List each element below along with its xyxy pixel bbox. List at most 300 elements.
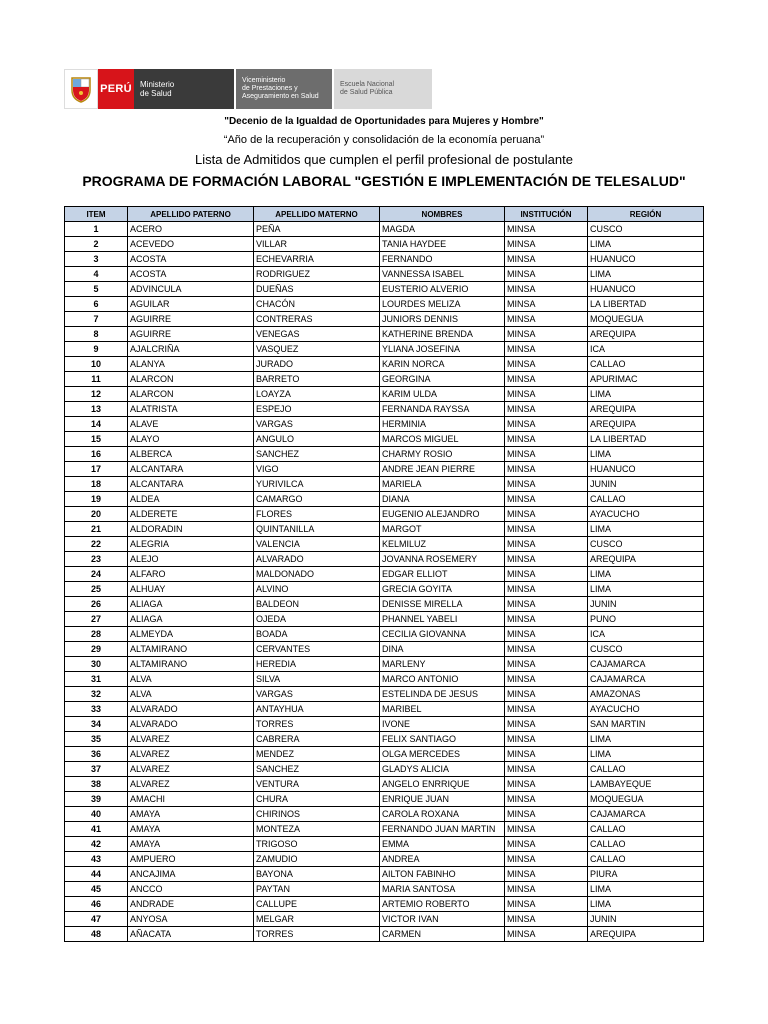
cell-institucion: MINSA bbox=[505, 267, 588, 282]
cell-item: 39 bbox=[65, 792, 128, 807]
table-row bbox=[65, 912, 704, 927]
cell-item: 16 bbox=[65, 447, 128, 462]
cell-institucion: MINSA bbox=[505, 777, 588, 792]
cell-institucion: MINSA bbox=[505, 897, 588, 912]
cell-institucion: MINSA bbox=[505, 837, 588, 852]
table-row bbox=[65, 387, 704, 402]
cell-nombres: LOURDES MELIZA bbox=[380, 297, 505, 312]
table-row bbox=[65, 267, 704, 282]
cell-nombres: ARTEMIO ROBERTO bbox=[380, 897, 505, 912]
cell-region: CUSCO bbox=[588, 642, 704, 657]
table-row bbox=[65, 432, 704, 447]
cell-nombres: CHARMY ROSIO bbox=[380, 447, 505, 462]
cell-region: CAJAMARCA bbox=[588, 672, 704, 687]
cell-item: 22 bbox=[65, 537, 128, 552]
cell-item: 37 bbox=[65, 762, 128, 777]
cell-apellido-materno: SANCHEZ bbox=[254, 762, 380, 777]
escuela-logo bbox=[334, 69, 432, 109]
cell-item: 43 bbox=[65, 852, 128, 867]
cell-apellido-materno: RODRIGUEZ bbox=[254, 267, 380, 282]
cell-region: AMAZONAS bbox=[588, 687, 704, 702]
table-row bbox=[65, 237, 704, 252]
cell-nombres: MARCO ANTONIO bbox=[380, 672, 505, 687]
cell-institucion: MINSA bbox=[505, 252, 588, 267]
cell-nombres: JOVANNA ROSEMERY bbox=[380, 552, 505, 567]
cell-region: LA LIBERTAD bbox=[588, 432, 704, 447]
cell-institucion: MINSA bbox=[505, 852, 588, 867]
cell-institucion: MINSA bbox=[505, 867, 588, 882]
cell-item: 1 bbox=[65, 222, 128, 237]
table-row bbox=[65, 402, 704, 417]
table-row bbox=[65, 372, 704, 387]
cell-item: 35 bbox=[65, 732, 128, 747]
cell-item: 24 bbox=[65, 567, 128, 582]
cell-apellido-materno: PAYTAN bbox=[254, 882, 380, 897]
cell-apellido-materno: PEÑA bbox=[254, 222, 380, 237]
table-row bbox=[65, 732, 704, 747]
anio-line: “Año de la recuperación y consolidación de la economía peruana” bbox=[223, 134, 545, 146]
table-row bbox=[65, 597, 704, 612]
cell-institucion: MINSA bbox=[505, 297, 588, 312]
cell-region: AREQUIPA bbox=[588, 402, 704, 417]
cell-institucion: MINSA bbox=[505, 552, 588, 567]
table-header-row bbox=[65, 207, 704, 222]
cell-apellido-materno: CHURA bbox=[254, 792, 380, 807]
cell-item: 34 bbox=[65, 717, 128, 732]
cell-apellido-paterno: ALFARO bbox=[128, 567, 254, 582]
cell-item: 38 bbox=[65, 777, 128, 792]
cell-apellido-materno: BALDEON bbox=[254, 597, 380, 612]
cell-apellido-materno: BOADA bbox=[254, 627, 380, 642]
cell-institucion: MINSA bbox=[505, 792, 588, 807]
cell-apellido-paterno: ALVARADO bbox=[128, 702, 254, 717]
cell-apellido-paterno: ALAVE bbox=[128, 417, 254, 432]
column-header-apellido-materno: APELLIDO MATERNO bbox=[254, 207, 380, 222]
table-row bbox=[65, 657, 704, 672]
cell-item: 11 bbox=[65, 372, 128, 387]
cell-nombres: EDGAR ELLIOT bbox=[380, 567, 505, 582]
cell-item: 9 bbox=[65, 342, 128, 357]
cell-institucion: MINSA bbox=[505, 327, 588, 342]
cell-apellido-paterno: ALVAREZ bbox=[128, 732, 254, 747]
cell-item: 20 bbox=[65, 507, 128, 522]
cell-institucion: MINSA bbox=[505, 417, 588, 432]
cell-apellido-materno: CAMARGO bbox=[254, 492, 380, 507]
cell-item: 26 bbox=[65, 597, 128, 612]
table-row bbox=[65, 462, 704, 477]
cell-region: AREQUIPA bbox=[588, 417, 704, 432]
cell-nombres: FERNANDA RAYSSA bbox=[380, 402, 505, 417]
cell-region: LIMA bbox=[588, 522, 704, 537]
table-row bbox=[65, 492, 704, 507]
cell-nombres: GEORGINA bbox=[380, 372, 505, 387]
cell-apellido-paterno: ANCAJIMA bbox=[128, 867, 254, 882]
table-row bbox=[65, 552, 704, 567]
cell-nombres: CAROLA ROXANA bbox=[380, 807, 505, 822]
cell-nombres: ENRIQUE JUAN bbox=[380, 792, 505, 807]
cell-nombres: MARLENY bbox=[380, 657, 505, 672]
cell-institucion: MINSA bbox=[505, 627, 588, 642]
cell-institucion: MINSA bbox=[505, 882, 588, 897]
cell-institucion: MINSA bbox=[505, 732, 588, 747]
cell-institucion: MINSA bbox=[505, 687, 588, 702]
cell-nombres: DIANA bbox=[380, 492, 505, 507]
cell-region: CAJAMARCA bbox=[588, 807, 704, 822]
cell-apellido-paterno: ALEJO bbox=[128, 552, 254, 567]
cell-item: 31 bbox=[65, 672, 128, 687]
table-row bbox=[65, 897, 704, 912]
cell-apellido-paterno: ALVAREZ bbox=[128, 747, 254, 762]
cell-apellido-paterno: ANCCO bbox=[128, 882, 254, 897]
cell-apellido-materno: ESPEJO bbox=[254, 402, 380, 417]
cell-region: JUNIN bbox=[588, 597, 704, 612]
cell-apellido-materno: TORRES bbox=[254, 927, 380, 942]
cell-region: HUANUCO bbox=[588, 462, 704, 477]
table-row bbox=[65, 477, 704, 492]
cell-apellido-materno: QUINTANILLA bbox=[254, 522, 380, 537]
cell-institucion: MINSA bbox=[505, 507, 588, 522]
cell-nombres: DINA bbox=[380, 642, 505, 657]
cell-nombres: MARIA SANTOSA bbox=[380, 882, 505, 897]
cell-region: ICA bbox=[588, 342, 704, 357]
cell-apellido-paterno: ALVAREZ bbox=[128, 762, 254, 777]
table-row bbox=[65, 312, 704, 327]
cell-apellido-materno: JURADO bbox=[254, 357, 380, 372]
ministerio-logo bbox=[134, 69, 234, 109]
cell-institucion: MINSA bbox=[505, 702, 588, 717]
table-row bbox=[65, 582, 704, 597]
cell-apellido-materno: TORRES bbox=[254, 717, 380, 732]
cell-apellido-materno: ANTAYHUA bbox=[254, 702, 380, 717]
cell-region: LIMA bbox=[588, 882, 704, 897]
table-row bbox=[65, 252, 704, 267]
cell-apellido-paterno: ANDRADE bbox=[128, 897, 254, 912]
table-body bbox=[65, 222, 704, 942]
table-row bbox=[65, 882, 704, 897]
cell-apellido-materno: VALENCIA bbox=[254, 537, 380, 552]
table-row bbox=[65, 567, 704, 582]
cell-apellido-paterno: ALHUAY bbox=[128, 582, 254, 597]
cell-item: 5 bbox=[65, 282, 128, 297]
cell-apellido-materno: MELGAR bbox=[254, 912, 380, 927]
cell-item: 8 bbox=[65, 327, 128, 342]
cell-institucion: MINSA bbox=[505, 342, 588, 357]
cell-region: LIMA bbox=[588, 567, 704, 582]
cell-region: PUNO bbox=[588, 612, 704, 627]
table-row bbox=[65, 762, 704, 777]
cell-nombres: ANDREA bbox=[380, 852, 505, 867]
cell-region: HUANUCO bbox=[588, 282, 704, 297]
cell-nombres: ESTELINDA DE JESUS bbox=[380, 687, 505, 702]
cell-apellido-paterno: ALARCON bbox=[128, 372, 254, 387]
cell-item: 47 bbox=[65, 912, 128, 927]
cell-region: JUNIN bbox=[588, 477, 704, 492]
cell-region: MOQUEGUA bbox=[588, 312, 704, 327]
column-header-institucion: INSTITUCIÓN bbox=[505, 207, 588, 222]
cell-institucion: MINSA bbox=[505, 927, 588, 942]
table-row bbox=[65, 447, 704, 462]
cell-institucion: MINSA bbox=[505, 372, 588, 387]
cell-apellido-paterno: ALAYO bbox=[128, 432, 254, 447]
cell-apellido-paterno: ANYOSA bbox=[128, 912, 254, 927]
cell-region: ICA bbox=[588, 627, 704, 642]
table-row bbox=[65, 522, 704, 537]
table-row bbox=[65, 747, 704, 762]
cell-nombres: VANNESSA ISABEL bbox=[380, 267, 505, 282]
cell-institucion: MINSA bbox=[505, 642, 588, 657]
cell-nombres: ANDRE JEAN PIERRE bbox=[380, 462, 505, 477]
cell-apellido-paterno: ALTAMIRANO bbox=[128, 657, 254, 672]
cell-nombres: EMMA bbox=[380, 837, 505, 852]
cell-institucion: MINSA bbox=[505, 567, 588, 582]
cell-apellido-materno: ALVARADO bbox=[254, 552, 380, 567]
cell-apellido-materno: VASQUEZ bbox=[254, 342, 380, 357]
cell-apellido-paterno: AGUILAR bbox=[128, 297, 254, 312]
cell-nombres: CARMEN bbox=[380, 927, 505, 942]
cell-nombres: EUGENIO ALEJANDRO bbox=[380, 507, 505, 522]
cell-region: LIMA bbox=[588, 237, 704, 252]
cell-nombres: TANIA HAYDEE bbox=[380, 237, 505, 252]
cell-institucion: MINSA bbox=[505, 477, 588, 492]
cell-apellido-paterno: ADVINCULA bbox=[128, 282, 254, 297]
cell-item: 46 bbox=[65, 897, 128, 912]
cell-region: CALLAO bbox=[588, 822, 704, 837]
table-row bbox=[65, 342, 704, 357]
cell-region: MOQUEGUA bbox=[588, 792, 704, 807]
cell-item: 42 bbox=[65, 837, 128, 852]
column-header-nombres: NOMBRES bbox=[380, 207, 505, 222]
cell-nombres: CECILIA GIOVANNA bbox=[380, 627, 505, 642]
cell-apellido-paterno: ALARCON bbox=[128, 387, 254, 402]
cell-institucion: MINSA bbox=[505, 762, 588, 777]
cell-nombres: FERNANDO JUAN MARTIN bbox=[380, 822, 505, 837]
header-logo-bar bbox=[64, 69, 432, 109]
cell-apellido-paterno: ALATRISTA bbox=[128, 402, 254, 417]
table-row bbox=[65, 807, 704, 822]
cell-item: 48 bbox=[65, 927, 128, 942]
programa-title: PROGRAMA DE FORMACIÓN LABORAL "GESTIÓN E IMPLEMENTACIÓN DE TELESALUD" bbox=[82, 173, 686, 189]
cell-institucion: MINSA bbox=[505, 222, 588, 237]
cell-institucion: MINSA bbox=[505, 462, 588, 477]
cell-apellido-materno: ANGULO bbox=[254, 432, 380, 447]
cell-institucion: MINSA bbox=[505, 597, 588, 612]
cell-apellido-materno: DUEÑAS bbox=[254, 282, 380, 297]
cell-region: LIMA bbox=[588, 747, 704, 762]
cell-apellido-materno: ZAMUDIO bbox=[254, 852, 380, 867]
cell-institucion: MINSA bbox=[505, 432, 588, 447]
cell-nombres: GLADYS ALICIA bbox=[380, 762, 505, 777]
cell-apellido-paterno: ALEGRIA bbox=[128, 537, 254, 552]
cell-apellido-paterno: ALVAREZ bbox=[128, 777, 254, 792]
cell-nombres: KELMILUZ bbox=[380, 537, 505, 552]
cell-apellido-materno: BAYONA bbox=[254, 867, 380, 882]
cell-apellido-paterno: ALTAMIRANO bbox=[128, 642, 254, 657]
cell-apellido-paterno: ALVA bbox=[128, 672, 254, 687]
cell-institucion: MINSA bbox=[505, 447, 588, 462]
column-header-item: ITEM bbox=[65, 207, 128, 222]
cell-apellido-materno: MONTEZA bbox=[254, 822, 380, 837]
cell-nombres: OLGA MERCEDES bbox=[380, 747, 505, 762]
cell-apellido-paterno: AMPUERO bbox=[128, 852, 254, 867]
cell-item: 27 bbox=[65, 612, 128, 627]
cell-region: LA LIBERTAD bbox=[588, 297, 704, 312]
cell-item: 30 bbox=[65, 657, 128, 672]
cell-apellido-paterno: AMAYA bbox=[128, 837, 254, 852]
peru-logo bbox=[98, 69, 134, 109]
cell-apellido-materno: CALLUPE bbox=[254, 897, 380, 912]
table-row bbox=[65, 852, 704, 867]
cell-institucion: MINSA bbox=[505, 492, 588, 507]
cell-apellido-paterno: ALCANTARA bbox=[128, 477, 254, 492]
cell-apellido-materno: ALVINO bbox=[254, 582, 380, 597]
lista-subtitle: Lista de Admitidos que cumplen el perfil profesional de postulante bbox=[195, 152, 573, 167]
cell-region: LIMA bbox=[588, 732, 704, 747]
cell-item: 44 bbox=[65, 867, 128, 882]
cell-region: JUNIN bbox=[588, 912, 704, 927]
cell-apellido-materno: VARGAS bbox=[254, 687, 380, 702]
cell-apellido-paterno: ALDERETE bbox=[128, 507, 254, 522]
cell-region: PIURA bbox=[588, 867, 704, 882]
viceministerio-logo bbox=[236, 69, 332, 109]
table-row bbox=[65, 627, 704, 642]
cell-apellido-paterno: ACERO bbox=[128, 222, 254, 237]
cell-region: AREQUIPA bbox=[588, 552, 704, 567]
cell-region: LIMA bbox=[588, 582, 704, 597]
cell-item: 32 bbox=[65, 687, 128, 702]
cell-apellido-paterno: AMAYA bbox=[128, 807, 254, 822]
table-row bbox=[65, 507, 704, 522]
table-row bbox=[65, 837, 704, 852]
table-row bbox=[65, 792, 704, 807]
table-row bbox=[65, 297, 704, 312]
cell-item: 23 bbox=[65, 552, 128, 567]
cell-item: 12 bbox=[65, 387, 128, 402]
column-header-region: REGIÓN bbox=[588, 207, 704, 222]
cell-institucion: MINSA bbox=[505, 747, 588, 762]
cell-region: CALLAO bbox=[588, 762, 704, 777]
cell-region: SAN MARTIN bbox=[588, 717, 704, 732]
cell-apellido-paterno: ALBERCA bbox=[128, 447, 254, 462]
table-row bbox=[65, 327, 704, 342]
cell-nombres: ANGELO ENRRIQUE bbox=[380, 777, 505, 792]
cell-apellido-paterno: ALDEA bbox=[128, 492, 254, 507]
cell-apellido-materno: VENEGAS bbox=[254, 327, 380, 342]
cell-institucion: MINSA bbox=[505, 822, 588, 837]
cell-item: 36 bbox=[65, 747, 128, 762]
cell-institucion: MINSA bbox=[505, 402, 588, 417]
cell-item: 41 bbox=[65, 822, 128, 837]
peru-label: PERÚ bbox=[100, 83, 132, 95]
cell-apellido-paterno: AMAYA bbox=[128, 822, 254, 837]
cell-region: APURIMAC bbox=[588, 372, 704, 387]
cell-nombres: AILTON FABINHO bbox=[380, 867, 505, 882]
cell-region: AYACUCHO bbox=[588, 507, 704, 522]
cell-nombres: JUNIORS DENNIS bbox=[380, 312, 505, 327]
cell-apellido-paterno: ALANYA bbox=[128, 357, 254, 372]
cell-apellido-paterno: AMACHI bbox=[128, 792, 254, 807]
cell-nombres: MARCOS MIGUEL bbox=[380, 432, 505, 447]
cell-apellido-materno: YURIVILCA bbox=[254, 477, 380, 492]
cell-nombres: KARIM ULDA bbox=[380, 387, 505, 402]
cell-apellido-materno: SILVA bbox=[254, 672, 380, 687]
cell-region: CALLAO bbox=[588, 492, 704, 507]
cell-apellido-materno: MALDONADO bbox=[254, 567, 380, 582]
cell-apellido-materno: CHACÓN bbox=[254, 297, 380, 312]
cell-apellido-materno: CHIRINOS bbox=[254, 807, 380, 822]
cell-region: LAMBAYEQUE bbox=[588, 777, 704, 792]
cell-apellido-materno: CABRERA bbox=[254, 732, 380, 747]
cell-apellido-materno: CERVANTES bbox=[254, 642, 380, 657]
cell-region: AREQUIPA bbox=[588, 327, 704, 342]
cell-nombres: KATHERINE BRENDA bbox=[380, 327, 505, 342]
cell-apellido-paterno: ALMEYDA bbox=[128, 627, 254, 642]
cell-nombres: YLIANA JOSEFINA bbox=[380, 342, 505, 357]
cell-apellido-paterno: ALIAGA bbox=[128, 597, 254, 612]
cell-apellido-materno: VILLAR bbox=[254, 237, 380, 252]
cell-region: CALLAO bbox=[588, 852, 704, 867]
cell-region: CAJAMARCA bbox=[588, 657, 704, 672]
cell-apellido-paterno: ACOSTA bbox=[128, 252, 254, 267]
cell-apellido-paterno: ALCANTARA bbox=[128, 462, 254, 477]
table-row bbox=[65, 927, 704, 942]
cell-region: LIMA bbox=[588, 267, 704, 282]
cell-nombres: HERMINIA bbox=[380, 417, 505, 432]
cell-apellido-paterno: ACOSTA bbox=[128, 267, 254, 282]
cell-item: 10 bbox=[65, 357, 128, 372]
cell-item: 45 bbox=[65, 882, 128, 897]
cell-nombres: EUSTERIO ALVERIO bbox=[380, 282, 505, 297]
admitidos-table bbox=[64, 206, 704, 942]
cell-region: LIMA bbox=[588, 447, 704, 462]
table-row bbox=[65, 537, 704, 552]
cell-institucion: MINSA bbox=[505, 312, 588, 327]
cell-item: 2 bbox=[65, 237, 128, 252]
table-row bbox=[65, 822, 704, 837]
cell-item: 28 bbox=[65, 627, 128, 642]
cell-nombres: PHANNEL YABELI bbox=[380, 612, 505, 627]
cell-apellido-materno: MENDEZ bbox=[254, 747, 380, 762]
cell-apellido-materno: ECHEVARRIA bbox=[254, 252, 380, 267]
cell-item: 19 bbox=[65, 492, 128, 507]
cell-region: LIMA bbox=[588, 387, 704, 402]
cell-item: 13 bbox=[65, 402, 128, 417]
cell-item: 4 bbox=[65, 267, 128, 282]
ministerio-label: Ministerio de Salud bbox=[140, 80, 175, 98]
cell-apellido-materno: VARGAS bbox=[254, 417, 380, 432]
table-row bbox=[65, 672, 704, 687]
cell-item: 17 bbox=[65, 462, 128, 477]
cell-apellido-materno: FLORES bbox=[254, 507, 380, 522]
cell-institucion: MINSA bbox=[505, 672, 588, 687]
cell-institucion: MINSA bbox=[505, 612, 588, 627]
cell-item: 7 bbox=[65, 312, 128, 327]
cell-nombres: KARIN NORCA bbox=[380, 357, 505, 372]
cell-item: 40 bbox=[65, 807, 128, 822]
cell-institucion: MINSA bbox=[505, 357, 588, 372]
cell-apellido-materno: CONTRERAS bbox=[254, 312, 380, 327]
cell-apellido-materno: OJEDA bbox=[254, 612, 380, 627]
cell-apellido-paterno: ACEVEDO bbox=[128, 237, 254, 252]
cell-apellido-materno: VENTURA bbox=[254, 777, 380, 792]
cell-region: CUSCO bbox=[588, 222, 704, 237]
table-row bbox=[65, 777, 704, 792]
cell-nombres: MARGOT bbox=[380, 522, 505, 537]
cell-apellido-paterno: ALVARADO bbox=[128, 717, 254, 732]
cell-item: 33 bbox=[65, 702, 128, 717]
table-row bbox=[65, 702, 704, 717]
cell-region: HUANUCO bbox=[588, 252, 704, 267]
cell-institucion: MINSA bbox=[505, 522, 588, 537]
